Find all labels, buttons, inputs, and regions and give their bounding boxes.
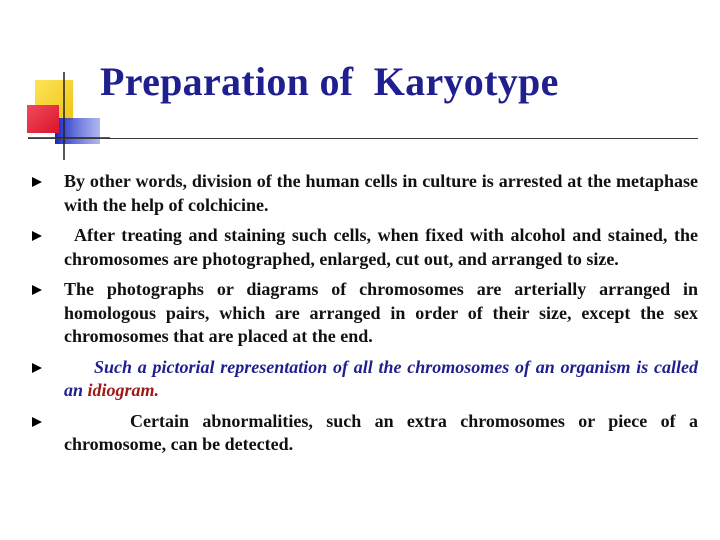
square-bullet-icon <box>32 231 42 241</box>
deco-red-square <box>27 105 59 133</box>
bullet-text <box>64 410 698 457</box>
idiogram-term: idiogram. <box>87 380 160 400</box>
deco-blue-bar <box>55 118 100 144</box>
bullet-item-2 <box>32 224 698 271</box>
square-bullet-icon <box>32 285 42 295</box>
bullet-text-span: Certain abnormalities, such an extra chromosomes or piece of a chromosome, can be detected. <box>64 410 698 454</box>
bullet-text <box>64 356 698 403</box>
bullet-item-4 <box>32 356 698 403</box>
title-part-2: Karyotype <box>373 59 559 104</box>
bullet-text: By other words, division of the human cells in culture is arrested at the metaphase with the help of colchicine. <box>64 171 698 215</box>
bullet-text <box>64 224 698 271</box>
title-part-1: Preparation of <box>100 59 354 104</box>
bullet-text-italic: Such a pictorial representation of all the chromosomes of an organism is called an <box>64 356 698 400</box>
slide-title <box>100 58 660 105</box>
bullet-item-1 <box>32 170 698 217</box>
bullet-list <box>32 170 698 464</box>
bullet-item-3 <box>32 278 698 349</box>
bullet-text-span: After treating and staining such cells, when fixed with alcohol and stained, the chromosomes are photographed, enlarged, cut out, and arranged to size. <box>64 225 698 269</box>
title-divider <box>28 138 698 139</box>
bullet-item-5 <box>32 410 698 457</box>
square-bullet-icon <box>32 177 42 187</box>
bullet-text: The photographs or diagrams of chromosomes are arterially arranged in homologous pairs, which are arranged in order of their size, except the sex chromosomes that are placed at the end. <box>64 279 698 346</box>
square-bullet-icon <box>32 417 42 427</box>
square-bullet-icon <box>32 363 42 373</box>
